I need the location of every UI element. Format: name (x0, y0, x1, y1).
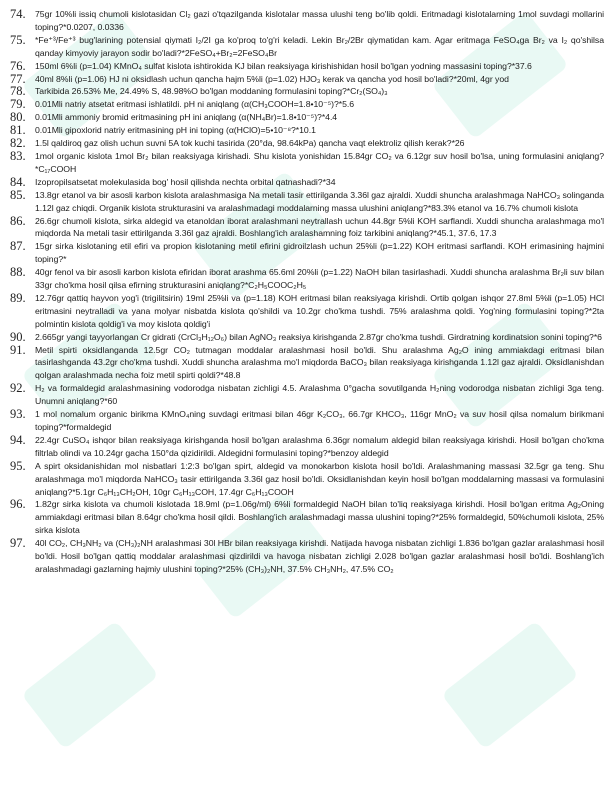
question-number: 85. (10, 187, 26, 202)
question-item (10, 60, 604, 73)
question-text: A spirt oksidanishidan mol nisbatlari 1:2:3 bo'lgan spirt, aldegid va monokarbon kislota hosil bo'ldi. Aralashmaning massasi 32.5gr ga teng. Shu aralashmaga mo'l miqdorda NaHCO₃ tasir ettirilganda 3.36l gaz hosil bo'ldi. Oksidlanishdan keyin hosil bo'lgan moddalarning massasi va formulasini aniqlang?*5.1gr C₆H₁₃CH₂OH, 10gr C₆H₁₃COH, 17.4gr C₆H₁₃COOH (35, 460, 604, 497)
question-number: 77. (10, 71, 26, 86)
question-item (10, 111, 604, 124)
question-item (10, 344, 604, 383)
question-item (10, 215, 604, 241)
question-list (10, 8, 604, 576)
question-item (10, 498, 604, 537)
question-item (10, 266, 604, 292)
question-item (10, 150, 604, 176)
question-item (10, 189, 604, 215)
question-item (10, 98, 604, 111)
question-number: 94. (10, 432, 26, 447)
question-text: 2.665gr yangi tayyorlangan Cr gidrati (CrCl₃H₁₂O₆) bilan AgNO₃ reaksiya kirishganda 2.87gr cho'kma tushdi. Girdratning kordinatsion sonini toping?*6 (35, 331, 602, 342)
question-item (10, 8, 604, 34)
question-number: 92. (10, 381, 26, 396)
question-number: 87. (10, 239, 26, 254)
question-number: 79. (10, 97, 26, 112)
question-number: 90. (10, 329, 26, 344)
question-text: 15gr sirka kislotaning etil efiri va propion kislotaning metil efirini gidroilzlash uchun 25%li (p=1.22) KOH eritmasi sarflandi. KOH erimasining hajmini toping?* (35, 241, 604, 265)
question-text: H₂ va formaldegid aralashmasining vodorodga nisbatan zichligi 4.5. Aralashma 0°gacha sovutilganda H₂ning vodorodga nisbatan zichligi 3ga teng. Unumni aniqlang?*60 (35, 383, 604, 407)
question-item (10, 460, 604, 499)
question-text: *Fe⁺³/Fe⁺³ bug'larining potensial qiymati I₂/2I ga ko'proq to'g'ri keladi. Lekin Br₂/2Br qiymatidan kam. Agar eritmaga FeSO₄ga Br₂ va I₂ qo'shilsa qanday kimyoviy jarayon sodir bo'ladi?*2FeSO₄+Br₂=2FeSO₄Br (35, 34, 604, 58)
question-number: 75. (10, 32, 26, 47)
watermark-shape (441, 620, 579, 749)
question-text: 150ml 6%li (p=1.04) KMnO₄ sulfat kislota ishtirokida KJ bilan reaksiyaga kirishishidan hosil bo'lgan yodning massasini toping?*37.6 (35, 60, 532, 71)
question-item (10, 34, 604, 60)
question-item (10, 292, 604, 331)
question-number: 81. (10, 123, 26, 138)
question-number: 86. (10, 213, 26, 228)
question-text: 75gr 10%li issiq chumoli kislotasidan Cl₂ gazi o'tqazilganda kislotalar massa ulushi teng bo'lib qoldi. Eritmadagi kislotalarning 1mol suvdagi mollarini toping?*0.0207, 0.0336 (35, 9, 604, 32)
question-number: 88. (10, 265, 26, 280)
question-number: 89. (10, 290, 26, 305)
question-number: 76. (10, 58, 26, 73)
question-text: Tarkibida 26.53% Me, 24.49% S, 48.98%O bo'lgan moddaning formulasini toping?*Cr₂(SO₄)₃ (35, 86, 388, 97)
question-item (10, 331, 604, 344)
question-number: 83. (10, 148, 26, 163)
question-number: 95. (10, 458, 26, 473)
question-number: 93. (10, 407, 26, 422)
question-item (10, 408, 604, 434)
question-item (10, 85, 604, 98)
question-text: 13.8gr etanol va bir asosli karbon kislota aralashmasiga Na metali tasir ettirilganda 3.36l gaz ajraldi. Xuddi shuncha aralashmaga NaHCO₃ solinganda 1.12l gaz chiqdi. Organik kislota strukturasini va aralashmadagi moddalarning massa ulushini aniqlang?*83.3% etanol va 16.7% chumoli kislota (35, 189, 604, 213)
question-item (10, 176, 604, 189)
question-number: 84. (10, 174, 26, 189)
question-text: 1.82gr sirka kislota va chumoli kislotada 18.9ml (p=1.06g/ml) 6%li formaldegid NaOH bilan to'liq reaksiyaga kirishdi. Hosil bo'lgan eritma Ag₂Oning ammiakdagi eritmasi bilan 8.64gr cho'kma hosil qildi. Boshlang'ich aralashmadagi massa ulushini toping?*25% formaldegid, 50%chumoli kislota, 25% sirka kislota (35, 499, 604, 536)
question-text: 1mol organic kislota 1mol Br₂ bilan reaksiyaga kirishadi. Shu kislota yonishidan 15.84gr CO₂ va 6.12gr suv hosil bo'lsa, uning formulasini aniqlang?*C₁₇COOH (35, 150, 604, 174)
question-number: 80. (10, 110, 26, 125)
question-number: 97. (10, 536, 26, 551)
question-text: 40l CO₂, CH₃NH₂ va (CH₃)₂NH aralashmasi 30l HBr bilan reaksiyaga kirishdi. Natijada havoga nisbatan zichligi 1.836 bo'lgan gazlar aralashmasi hosil bo'ldi. Hosil bo'lgan qattiq moddalar aralashmasi qizdirildi va havoga nisbatan zichligi 2.028 bo'lgan gazlar aralashmasi hosil bo'ldi. Boshlang'ich aralashmadagi gazlarning hajmiy ulushini toping?*25% (CH₃)₂NH, 37.5% CH₃NH₂, 47.5% CO₂ (35, 538, 604, 574)
question-text: Izopropilsatsetat molekulasida bog' hosil qilishda nechta orbital qatnashadi?*34 (35, 176, 336, 187)
question-text: 22.4gr CuSO₄ ishqor bilan reaksiyaga kirishganda hosil bo'lgan aralashma 6.36gr nomalum aldegid bilan reaksiyaga kirishdi. Hosil bo'lgan cho'kma filtrlab olindi va 10.24gr gacha 150°da qizidirildi. Aldegidni formulasini toping?*benzoy aldegid (35, 434, 604, 458)
question-text: 1.5l qaldiroq gaz olish uchun suvni 5A tok kuchi tasirida (20°da, 98.64kPa) qancha vaqt elektroliz qilish kerak?*26 (35, 138, 465, 149)
question-text: 40ml 8%li (p=1.06) HJ ni oksidlash uchun qancha hajm 5%li (p=1.02) HJO₃ kerak va qancha yod hosil bo'ladi?*20ml, 4gr yod (35, 73, 509, 84)
question-text: 40gr fenol va bir asosli karbon kislota efiridan iborat arashma 65.6ml 20%li (p=1.22) NaOH bilan tasirlashadi. Xuddi shuncha aralashma Br₂li suv bilan 33gr cho'kma hosil qilsa efirning strukturasini aniqlang?*C₂H₅COOC₂H₅ (35, 267, 604, 291)
question-text: 0.01Mli gipoxlorid natriy eritmasining pH ini toping (α(HClO)=5•10⁻⁸?*10.1 (35, 125, 316, 136)
watermark-shape (21, 620, 159, 749)
question-number: 91. (10, 342, 26, 357)
question-text: 0.01Mli ammoniy bromid eritmasining pH ini aniqlang (α(NH₄Br)=1.8•10⁻⁵)?*4.4 (35, 112, 338, 123)
question-item (10, 137, 604, 150)
question-number: 74. (10, 7, 26, 21)
question-item (10, 124, 604, 137)
question-text: 26.6gr chumoli kislota, sirka aldegid va etanoldan iborat aralashmani neytrallash uchun 44.8gr 5%li KOH sarflandi. Xuddi shuncha aralashmaga mo'l miqdorda Na metali tasir ettirilganda 3.36l gaz ajraldi. Boshlang'ich aralashamning foiz tarkibini aniqlang?*45.1, 37.6, 17.3 (35, 215, 604, 239)
question-item (10, 434, 604, 460)
question-item (10, 73, 604, 86)
question-text: 1 mol nomalum organic birikma KMnO₄ning suvdagi eritmasi bilan 46gr K₂CO₃, 66.7gr KHCO₃, 116gr MnO₂ va suv hosil qilsa nomalum birikmani toping?*formaldegid (35, 409, 604, 432)
question-text: Metil spirti oksidlanganda 12.5gr CO₂ tutmagan moddalar aralashmasi hosil bo'ldi. Shu aralashma Ag₂O ining ammiakdagi eritmasi bilan tasirlashganda 43.2gr cho'kma tushdi. Xuddi shuncha aralashma mo'l miqdorda BaCO₃ bilan reaksiyaga kirishganda 1.12l gaz ajraldi. Oksidlanishdan qolgan aralashmada necha foiz metil spirti qoldi?*48.8 (35, 344, 604, 381)
question-number: 78. (10, 84, 26, 99)
question-number: 96. (10, 497, 26, 512)
question-item (10, 240, 604, 266)
question-text: 12.76gr qattiq hayvon yog'i (trigilitsirin) 19ml 25%li va (p=1.18) KOH eritmasi bilan reaksiyaga kirishdi. Ortib qolgan ishqor 27.8ml 5%li (p=1.05) HCl eritmasini neytralladi va yana molyar nisbatda kislota qo'shildi va 10.2gr cho'kma tushdi. 75% aralashma qoldi. Yog'ning formulasini toping?*2ta polmintin kislota qoldig'i va moy kislota qoldig'i (35, 292, 604, 329)
question-number: 82. (10, 136, 26, 151)
question-text: 0.01Mli natriy atsetat eritmasi ishlatildi. pH ni aniqlang (α(CH₃COOH=1.8•10⁻⁵)?*5.6 (35, 99, 355, 110)
question-item (10, 537, 604, 576)
question-item (10, 382, 604, 408)
